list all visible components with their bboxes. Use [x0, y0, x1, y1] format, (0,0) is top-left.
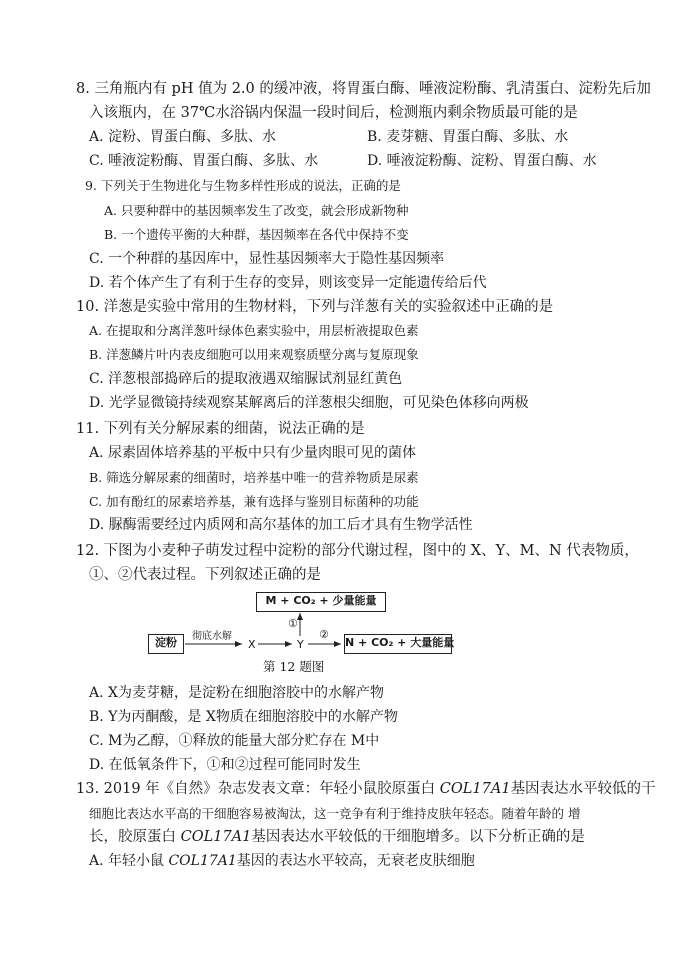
q13-gene-name-2: COL17A1 — [180, 829, 252, 845]
q9-option-d: D. 若个体产生了有利于生存的变异，则该变异一定能遗传给后代 — [89, 275, 487, 291]
q9-option-b: B. 一个遗传平衡的大种群，基因频率在各代中保持不变 — [104, 227, 409, 242]
diagram-step-2: ② — [319, 628, 329, 641]
q9-option-a: A. 只要种群中的基因频率发生了改变，就会形成新物种 — [104, 203, 409, 218]
q13-stem-line3 — [89, 827, 585, 847]
q8-stem-line2: 入该瓶内，在 37℃水浴锅内保温一段时间后，检测瓶内剩余物质最可能的是 — [89, 105, 578, 121]
q13-option-a-part-a: A. 年轻小鼠 — [89, 853, 169, 869]
q13-gene-name-3: COL17A1 — [168, 853, 237, 869]
q9-stem: 9. 下列关于生物进化与生物多样性形成的说法，正确的是 — [85, 178, 401, 193]
diagram-node-y: Y — [297, 638, 304, 651]
q13-stem-line1 — [76, 779, 656, 799]
q11-option-b: B. 筛选分解尿素的细菌时，培养基中唯一的营养物质是尿素 — [89, 470, 419, 485]
q8-option-a: A. 淀粉、胃蛋白酶、多肽、水 — [89, 129, 277, 145]
diagram-label-hydrolysis: 彻底水解 — [192, 631, 232, 642]
diagram-caption: 第 12 题图 — [263, 659, 325, 674]
q12-stem-line1: 12. 下图为小麦种子萌发过程中淀粉的部分代谢过程，图中的 X、Y、M、N 代表物质， — [76, 543, 639, 559]
q8-stem-line1: 8. 三角瓶内有 pH 值为 2.0 的缓冲液，将胃蛋白酶、唾液淀粉酶、乳清蛋白、淀粉先后加 — [76, 81, 651, 97]
q8-option-c: C. 唾液淀粉酶、胃蛋白酶、多肽、水 — [89, 153, 319, 169]
q11-option-d: D. 脲酶需要经过内质网和高尔基体的加工后才具有生物学活性 — [89, 517, 473, 533]
q12-option-d: D. 在低氧条件下，①和②过程可能同时发生 — [89, 757, 361, 773]
q8-option-d: D. 唾液淀粉酶、淀粉、胃蛋白酶、水 — [367, 153, 597, 169]
diagram-node-x: X — [248, 638, 256, 651]
diagram-box-m-co2-low-energy: M + CO₂ + 少量能量 — [256, 592, 386, 612]
diagram-box-starch: 淀粉 — [148, 634, 184, 654]
q13-stem-line1-part-a: 13. 2019 年《自然》杂志发表文章：年轻小鼠胶原蛋白 — [76, 781, 440, 797]
diagram-box-n-co2-high-energy: N + CO₂ + 大量能量 — [344, 634, 452, 654]
q10-option-a: A. 在提取和分离洋葱叶绿体色素实验中，用层析液提取色素 — [89, 323, 419, 338]
q10-option-d: D. 光学显微镜持续观察某解离后的洋葱根尖细胞，可见染色体移向两极 — [89, 395, 529, 411]
q12-option-a: A. X为麦芽糖，是淀粉在细胞溶胶中的水解产物 — [89, 685, 384, 701]
q13-stem-line3-part-b: 基因表达水平较低的干细胞增多。以下分析正确的是 — [251, 829, 585, 845]
q11-option-c: C. 加有酚红的尿素培养基，兼有选择与鉴别目标菌种的功能 — [89, 494, 419, 509]
q12-option-c: C. M为乙醇，①释放的能量大部分贮存在 M中 — [89, 733, 380, 749]
q13-option-a — [89, 851, 475, 871]
q10-option-c: C. 洋葱根部捣碎后的提取液遇双缩脲试剂显红黄色 — [89, 371, 403, 387]
q11-option-a: A. 尿素固体培养基的平板中只有少量肉眼可见的菌体 — [89, 445, 417, 461]
q13-stem-line2: 细胞比表达水平高的干细胞容易被淘汰，这一竞争有利于维持皮肤年轻态。随着年龄的 增 — [89, 806, 581, 821]
q10-stem: 10. 洋葱是实验中常用的生物材料，下列与洋葱有关的实验叙述中正确的是 — [76, 299, 554, 315]
q13-gene-name: COL17A1 — [439, 781, 511, 797]
q12-stem-line2: ①、②代表过程。下列叙述正确的是 — [89, 567, 321, 583]
q10-option-b: B. 洋葱鳞片叶内表皮细胞可以用来观察质壁分离与复原现象 — [89, 347, 419, 362]
q9-option-c: C. 一个种群的基因库中，显性基因频率大于隐性基因频率 — [89, 251, 445, 267]
q12-option-b: B. Y为丙酮酸，是 X物质在细胞溶胶中的水解产物 — [89, 709, 398, 725]
q11-stem: 11. 下列有关分解尿素的细菌，说法正确的是 — [76, 421, 365, 437]
q8-option-b: B. 麦芽糖、胃蛋白酶、多肽、水 — [367, 129, 569, 145]
diagram-step-1: ① — [288, 617, 298, 630]
q13-stem-line1-part-b: 基因表达水平较低的干 — [510, 781, 656, 797]
q13-option-a-part-b: 基因的表达水平较高，无衰老皮肤细胞 — [236, 853, 475, 869]
q13-stem-line3-part-a: 长，胶原蛋白 — [89, 829, 181, 845]
